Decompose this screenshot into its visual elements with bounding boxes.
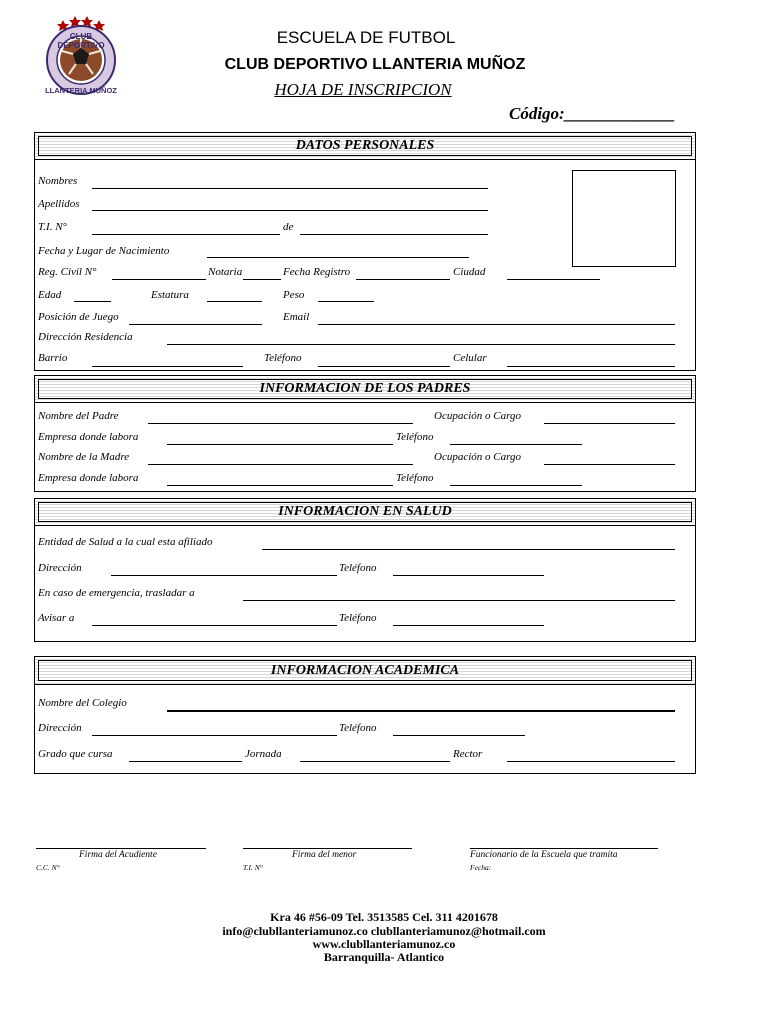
form-title: HOJA DE INSCRIPCION — [274, 80, 452, 99]
input-rector[interactable] — [507, 761, 675, 762]
input-nombres[interactable] — [92, 188, 488, 189]
label-estatura: Estatura — [151, 289, 189, 301]
signature-sub-funcionario: Fecha: — [470, 863, 492, 872]
input-telefono[interactable] — [318, 366, 450, 367]
footer-website: www.clubllanteriamunoz.co — [312, 937, 456, 951]
section-title-parents: INFORMACION DE LOS PADRES — [259, 381, 471, 396]
section-title-health: INFORMACION EN SALUD — [278, 504, 452, 519]
input-edad[interactable] — [74, 301, 111, 302]
input-ti[interactable] — [92, 234, 280, 235]
label-padre: Nombre del Padre — [38, 410, 119, 422]
input-padre[interactable] — [148, 423, 413, 424]
photo-box[interactable] — [572, 170, 676, 267]
label-ciudad: Ciudad — [453, 266, 486, 278]
label-email: Email — [283, 311, 310, 323]
section-header-parents — [34, 375, 696, 403]
label-direccion-colegio: Dirección — [38, 722, 82, 734]
label-colegio: Nombre del Colegio — [38, 697, 127, 709]
signature-label-funcionario: Funcionario de la Escuela que tramita — [470, 850, 618, 860]
input-email[interactable] — [318, 324, 675, 325]
label-empresa-padre: Empresa donde labora — [38, 431, 139, 443]
input-telefono-colegio[interactable] — [393, 735, 525, 736]
input-telefono-padre[interactable] — [450, 444, 582, 445]
signature-label-acudiente: Firma del Acudiente — [79, 850, 157, 860]
input-direccion-salud[interactable] — [111, 575, 337, 576]
input-empresa-padre[interactable] — [167, 444, 393, 445]
signature-line-funcionario[interactable] — [470, 848, 658, 849]
section-title-academic: INFORMACION ACADEMICA — [270, 662, 460, 678]
input-jornada[interactable] — [300, 761, 450, 762]
input-posicion[interactable] — [129, 324, 262, 325]
input-telefono-avisar[interactable] — [393, 625, 544, 626]
input-ocupacion-madre[interactable] — [544, 464, 675, 465]
label-notaria: Notaria — [208, 266, 243, 278]
label-posicion: Posición de Juego — [38, 311, 119, 323]
input-telefono-madre[interactable] — [450, 485, 582, 486]
input-telefono-salud[interactable] — [393, 575, 544, 576]
footer-city: Barranquilla- Atlantico — [323, 950, 445, 964]
input-de[interactable] — [300, 234, 488, 235]
signature-line-menor[interactable] — [243, 848, 412, 849]
footer-emails: info@clubllanteriamunoz.co clubllanteriamunoz@hotmail.com — [222, 924, 546, 938]
code-field[interactable]: Código:_____________ — [509, 104, 676, 123]
label-telefono-avisar: Teléfono — [339, 612, 377, 624]
footer-address: Kra 46 #56-09 Tel. 3513585 Cel. 311 4201678 — [270, 910, 498, 924]
label-edad: Edad — [38, 289, 62, 301]
label-telefono-salud: Teléfono — [339, 562, 377, 574]
signature-sub-acudiente: C.C. N° — [36, 863, 60, 872]
input-madre[interactable] — [148, 464, 413, 465]
input-direccion[interactable] — [167, 344, 675, 345]
input-fecha-lugar[interactable] — [207, 257, 469, 258]
signature-sub-menor: T.I. N° — [243, 863, 263, 872]
logo-text-top: CLUB DEPORTIVO — [57, 32, 105, 50]
label-celular: Celular — [453, 352, 487, 364]
label-direccion: Dirección Residencia — [38, 331, 133, 343]
input-grado[interactable] — [129, 761, 242, 762]
input-barrio[interactable] — [92, 366, 243, 367]
label-direccion-salud: Dirección — [38, 562, 82, 574]
input-empresa-madre[interactable] — [167, 485, 393, 486]
label-nombres: Nombres — [38, 175, 78, 187]
label-barrio: Barrio — [38, 352, 68, 364]
section-header-academic — [34, 656, 696, 685]
label-ocupacion-padre: Ocupación o Cargo — [434, 410, 521, 422]
label-peso: Peso — [283, 289, 305, 301]
label-ocupacion-madre: Ocupación o Cargo — [434, 451, 521, 463]
label-fecha-lugar: Fecha y Lugar de Nacimiento — [38, 245, 170, 257]
label-empresa-madre: Empresa donde labora — [38, 472, 139, 484]
input-estatura[interactable] — [207, 301, 262, 302]
club-name: CLUB DEPORTIVO LLANTERIA MUÑOZ — [224, 56, 526, 73]
label-madre: Nombre de la Madre — [38, 451, 130, 463]
signature-line-acudiente[interactable] — [36, 848, 206, 849]
input-fecha-registro[interactable] — [356, 279, 450, 280]
label-telefono-padre: Teléfono — [396, 431, 434, 443]
input-celular[interactable] — [507, 366, 675, 367]
label-jornada: Jornada — [245, 748, 282, 760]
label-de: de — [283, 221, 294, 233]
label-entidad: Entidad de Salud a la cual esta afiliado — [38, 536, 213, 548]
label-ti: T.I. N° — [38, 221, 67, 233]
input-ciudad[interactable] — [507, 279, 600, 280]
input-avisar[interactable] — [92, 625, 337, 626]
section-header-health — [34, 498, 696, 526]
section-title-personal: DATOS PERSONALES — [295, 138, 435, 153]
input-emergencia[interactable] — [243, 600, 675, 601]
input-apellidos[interactable] — [92, 210, 488, 211]
input-reg-civil[interactable] — [112, 279, 206, 280]
label-telefono-madre: Teléfono — [396, 472, 434, 484]
section-header-personal — [34, 132, 696, 160]
label-telefono: Teléfono — [264, 352, 302, 364]
label-telefono-colegio: Teléfono — [339, 722, 377, 734]
input-direccion-colegio[interactable] — [92, 735, 337, 736]
school-name: ESCUELA DE FUTBOL — [276, 28, 456, 47]
label-grado: Grado que cursa — [38, 748, 113, 760]
label-emergencia: En caso de emergencia, trasladar a — [38, 587, 195, 599]
input-entidad[interactable] — [262, 549, 675, 550]
input-notaria[interactable] — [243, 279, 281, 280]
input-ocupacion-padre[interactable] — [544, 423, 675, 424]
signature-label-menor: Firma del menor — [292, 850, 357, 860]
logo-text-bottom: LLANTERIA MUÑOZ — [45, 86, 117, 95]
label-apellidos: Apellidos — [38, 198, 80, 210]
label-reg-civil: Reg. Civil N° — [38, 266, 97, 278]
label-fecha-registro: Fecha Registro — [283, 266, 351, 278]
label-avisar: Avisar a — [38, 612, 75, 624]
input-peso[interactable] — [318, 301, 374, 302]
input-colegio[interactable] — [167, 710, 675, 712]
label-rector: Rector — [453, 748, 483, 760]
